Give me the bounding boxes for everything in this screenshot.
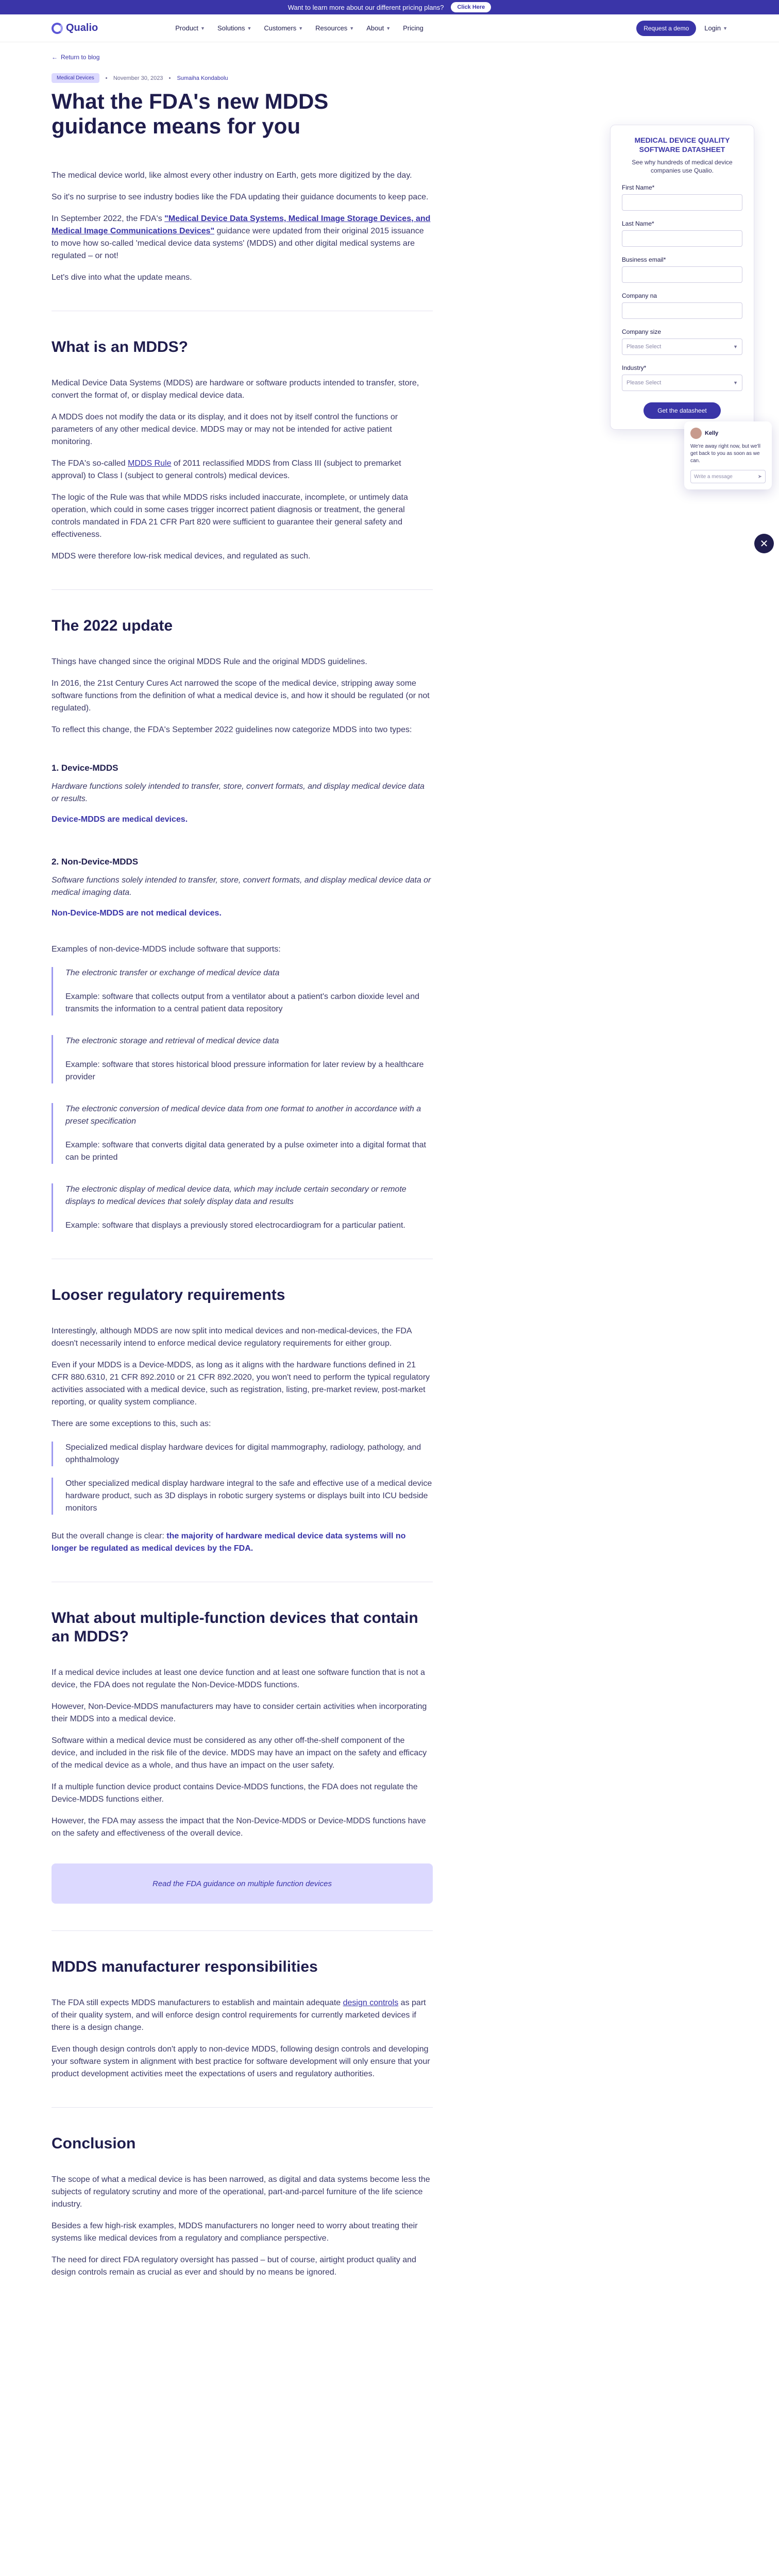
subheading: 1. Device-MDDS [52, 763, 118, 773]
company-name-field[interactable] [622, 302, 742, 319]
paragraph: Things have changed since the original MDDS Rule and the original MDDS guidelines. [52, 657, 367, 666]
paragraph: Besides a few high-risk examples, MDDS manufacturers no longer need to worry about treating their systems like medical devices from a regulatory and compliance perspective. [52, 2222, 418, 2243]
chat-close-icon[interactable]: ✕ [754, 534, 774, 553]
section-heading: Looser regulatory requirements [52, 1286, 285, 1303]
nav-resources[interactable]: Resources ▼ [315, 24, 354, 32]
announcement-bar [0, 0, 779, 14]
paragraph: Device-MDDS are medical devices. [52, 815, 188, 824]
example-block [52, 1103, 433, 1164]
paragraph: The need for direct FDA regulatory oversight has passed – but of course, airtight product quality and design controls remain as crucial as ever and should by no means be ignored. [52, 2256, 416, 2277]
paragraph: Even though design controls don't apply to non-device MDDS, following design controls and developing your software system in alignment with best practice for software development will only ensure that your product development activities meet the expectations of users and regulatory authorities. [52, 2045, 430, 2078]
example-text: Example: software that collects output from a ventilator about a patient's carbon dioxide level and transmits the information to a central patient data repository [65, 992, 419, 1013]
divider [52, 1930, 433, 1931]
section-heading: Conclusion [52, 2135, 136, 2152]
example-text: Example: software that converts digital data generated by a pulse oximeter into a digital format that can be printed [65, 1141, 426, 1162]
send-icon[interactable]: ➤ [757, 473, 762, 480]
last-name-field[interactable] [622, 230, 742, 247]
form-title: MEDICAL DEVICE QUALITY SOFTWARE DATASHEET [634, 136, 730, 154]
section-heading: What about multiple-function devices that contain an MDDS? [52, 1609, 418, 1645]
get-datasheet-button[interactable]: Get the datasheet [643, 402, 721, 419]
chat-message: We're away right now, but we'll get back to you as soon as we can. [690, 444, 760, 464]
article [52, 54, 433, 2279]
paragraph: If a medical device includes at least one device function and at least one software function that is not a device, the FDA does not regulate the Non-Device-MDDS functions. [52, 1668, 425, 1689]
subheading: 2. Non-Device-MDDS [52, 857, 139, 867]
paragraph: If a multiple function device product contains Device-MDDS functions, the FDA does not regulate the Device-MDDS functions either. [52, 1783, 418, 1804]
paragraph: In September 2022, the FDA's "Medical Device Data Systems, Medical Image Storage Devices, and Medical Image Communications Devices" guidance were updated from their original 2015 issuance to move how so-called 'medical device data systems' (MDDS) and other digital medical systems are regulated – or not! [52, 214, 431, 260]
paragraph: The FDA still expects MDDS manufacturers to establish and maintain adequate design controls as part of their quality system, and will enforce design control requirements for currently marketed devices if there is a design change. [52, 1998, 426, 2032]
login-link[interactable]: Login ▼ [704, 24, 727, 32]
avatar [690, 428, 702, 439]
nav-customers[interactable]: Customers ▼ [264, 24, 303, 32]
example-heading: The electronic conversion of medical device data from one format to another in accordance with a preset specification [65, 1105, 421, 1126]
chat-widget [684, 421, 772, 489]
datasheet-form [610, 125, 754, 430]
paragraph: So it's no surprise to see industry bodies like the FDA updating their guidance documents to keep pace. [52, 193, 429, 201]
example-text: Example: software that displays a previously stored electrocardiogram for a particular patient. [65, 1221, 405, 1230]
request-demo-button[interactable]: Request a demo [636, 21, 696, 36]
separator-dot [169, 77, 171, 79]
chevron-down-icon: ▼ [200, 25, 205, 31]
paragraph: The medical device world, like almost every other industry on Earth, gets more digitized by the day. [52, 171, 412, 180]
paragraph: The logic of the Rule was that while MDDS risks included inaccurate, incomplete, or untimely data operation, which could in some cases trigger incorrect patient diagnosis or treatment, the general controls mandated in FDA 21 CFR Part 820 were sufficient to guarantee their general safety and effectiveness. [52, 493, 408, 539]
chevron-down-icon: ▼ [723, 25, 727, 31]
design-controls-link[interactable]: design controls [343, 1998, 399, 2007]
chat-header [690, 428, 766, 439]
example-heading: The electronic storage and retrieval of medical device data [65, 1037, 279, 1045]
separator-dot [106, 77, 107, 79]
arrow-left-icon: ← [52, 54, 58, 61]
field-label: First Name* [622, 184, 655, 191]
chat-input[interactable]: Write a message ➤ [690, 470, 766, 483]
fda-guidance-cta[interactable]: Read the FDA guidance on multiple function devices [52, 1863, 433, 1904]
nav-product[interactable]: Product ▼ [175, 24, 205, 32]
article-meta [52, 73, 433, 83]
main-nav [175, 24, 424, 32]
paragraph: Let's dive into what the update means. [52, 273, 192, 282]
example-heading: The electronic display of medical device data, which may include certain secondary or remote displays to medical devices that solely display data and results [65, 1185, 407, 1206]
nav-about[interactable]: About ▼ [366, 24, 391, 32]
exception-text: Specialized medical display hardware devices for digital mammography, radiology, pathology, and ophthalmology [65, 1443, 421, 1464]
exception-item [52, 1478, 433, 1515]
paragraph: Even if your MDDS is a Device-MDDS, as long as it aligns with the hardware functions defined in 21 CFR 880.6310, 21 CFR 892.2010 or 21 CFR 892.2020, you won't need to perform the typical regulatory activities associated with a medical device, such as registration, listing, pre-market review, post-market reporting, or quality system compliance. [52, 1361, 430, 1406]
field-label: Last Name* [622, 220, 654, 227]
example-text: Example: software that stores historical blood pressure information for later review by a healthcare provider [65, 1060, 424, 1081]
example-heading: The electronic transfer or exchange of medical device data [65, 969, 280, 977]
logo-text: Qualio [66, 22, 98, 33]
paragraph: Interestingly, although MDDS are now split into medical devices and non-medical-devices, the FDA doesn't necessarily intend to enforce medical device regulatory requirements for either group. [52, 1327, 412, 1348]
chevron-down-icon: ▼ [247, 25, 252, 31]
paragraph: Software within a medical device must be considered as any other off-the-shelf component of the device, and included in the risk file of the device. MDDS may have an impact on the safety and efficacy of the medical device as a whole, and thus have an impact on the user safety. [52, 1736, 427, 1770]
divider [52, 2107, 433, 2108]
logo-icon [52, 23, 63, 34]
paragraph: The FDA's so-called MDDS Rule of 2011 reclassified MDDS from Class III (subject to premarket approval) to Class I (subject to general controls) medical devices. [52, 459, 401, 480]
announcement-button[interactable]: Click Here [451, 2, 491, 12]
article-title: What the FDA's new MDDS guidance means for you [52, 89, 329, 138]
mdds-rule-link[interactable]: MDDS Rule [128, 459, 172, 468]
first-name-field[interactable] [622, 194, 742, 211]
paragraph: MDDS were therefore low-risk medical devices, and regulated as such. [52, 552, 311, 561]
chevron-down-icon: ▼ [298, 25, 303, 31]
example-block [52, 1183, 433, 1232]
paragraph: Hardware functions solely intended to transfer, store, convert formats, and display medical device data or results. [52, 782, 425, 803]
chevron-down-icon: ▼ [386, 25, 391, 31]
chevron-down-icon: ▼ [733, 344, 738, 349]
paragraph: A MDDS does not modify the data or its display, and it does not by itself control the functions or parameters of any other medical device. MDDS may or may not be intended for active patient monitoring. [52, 413, 398, 446]
example-block [52, 967, 433, 1015]
paragraph: To reflect this change, the FDA's September 2022 guidelines now categorize MDDS into two types: [52, 725, 412, 734]
paragraph: However, the FDA may assess the impact that the Non-Device-MDDS or Device-MDDS functions have on the safety and effectiveness of the overall device. [52, 1817, 426, 1838]
paragraph: Software functions solely intended to transfer, store, convert formats, and display medical device data or medical imaging data. [52, 876, 431, 897]
article-author[interactable]: Sumaiha Kondabolu [177, 75, 228, 81]
chat-agent-name: Kelly [705, 430, 719, 436]
exception-text: Other specialized medical display hardware integral to the safe and effective use of a medical device hardware product, such as 3D displays in robotic surgery systems or displays built into ICU bedside monitors [65, 1479, 432, 1513]
section-heading: What is an MDDS? [52, 338, 189, 355]
article-date: November 30, 2023 [113, 75, 163, 81]
field-label: Business email* [622, 256, 666, 263]
site-header [0, 14, 779, 42]
paragraph: There are some exceptions to this, such as: [52, 1419, 211, 1428]
form-subtitle: See why hundreds of medical device companies use Qualio. [632, 159, 733, 174]
header-actions [636, 21, 727, 36]
chevron-down-icon: ▼ [733, 380, 738, 385]
nav-pricing[interactable]: Pricing [403, 24, 424, 32]
company-size-select[interactable]: Please Select ▼ [622, 338, 742, 355]
paragraph: Medical Device Data Systems (MDDS) are hardware or software products intended to transfer, store, convert the format of, or display medical device data. [52, 379, 419, 400]
announcement-text: Want to learn more about our different pricing plans? [287, 3, 444, 11]
industry-select[interactable]: Please Select ▼ [622, 375, 742, 391]
back-to-blog-link[interactable]: ← Return to blog [52, 54, 100, 61]
paragraph: The scope of what a medical device is has been narrowed, as digital and data systems become less the subjects of regulatory scrutiny and more of the operational, part-and-parcel furniture of the life science industry. [52, 2175, 430, 2209]
paragraph: But the overall change is clear: the majority of hardware medical device data systems will no longer be regulated as medical devices by the FDA. [52, 1532, 406, 1553]
logo[interactable] [52, 22, 98, 34]
exception-item [52, 1442, 433, 1466]
field-label: Company size [622, 328, 662, 335]
section-heading: MDDS manufacturer responsibilities [52, 1958, 318, 1975]
nav-solutions[interactable]: Solutions ▼ [217, 24, 252, 32]
paragraph: In 2016, the 21st Century Cures Act narrowed the scope of the medical device, stripping away some software functions from the definition of what a medical device is, and how it should be regulated (or not regulated). [52, 679, 430, 713]
email-field[interactable] [622, 266, 742, 283]
example-block [52, 1035, 433, 1083]
chevron-down-icon: ▼ [349, 25, 354, 31]
category-tag[interactable]: Medical Devices [52, 73, 99, 83]
guidance-link[interactable]: "Medical Device Data Systems, Medical Image Storage Devices, and Medical Image Communications Devices" [52, 214, 431, 235]
paragraph: However, Non-Device-MDDS manufacturers may have to consider certain activities when incorporating their MDDS into a medical device. [52, 1702, 427, 1723]
field-label: Company na [622, 292, 657, 299]
paragraph: Non-Device-MDDS are not medical devices. [52, 909, 222, 918]
section-heading: The 2022 update [52, 617, 173, 634]
field-label: Industry* [622, 364, 647, 371]
paragraph: Examples of non-device-MDDS include software that supports: [52, 945, 281, 954]
divider [52, 589, 433, 590]
